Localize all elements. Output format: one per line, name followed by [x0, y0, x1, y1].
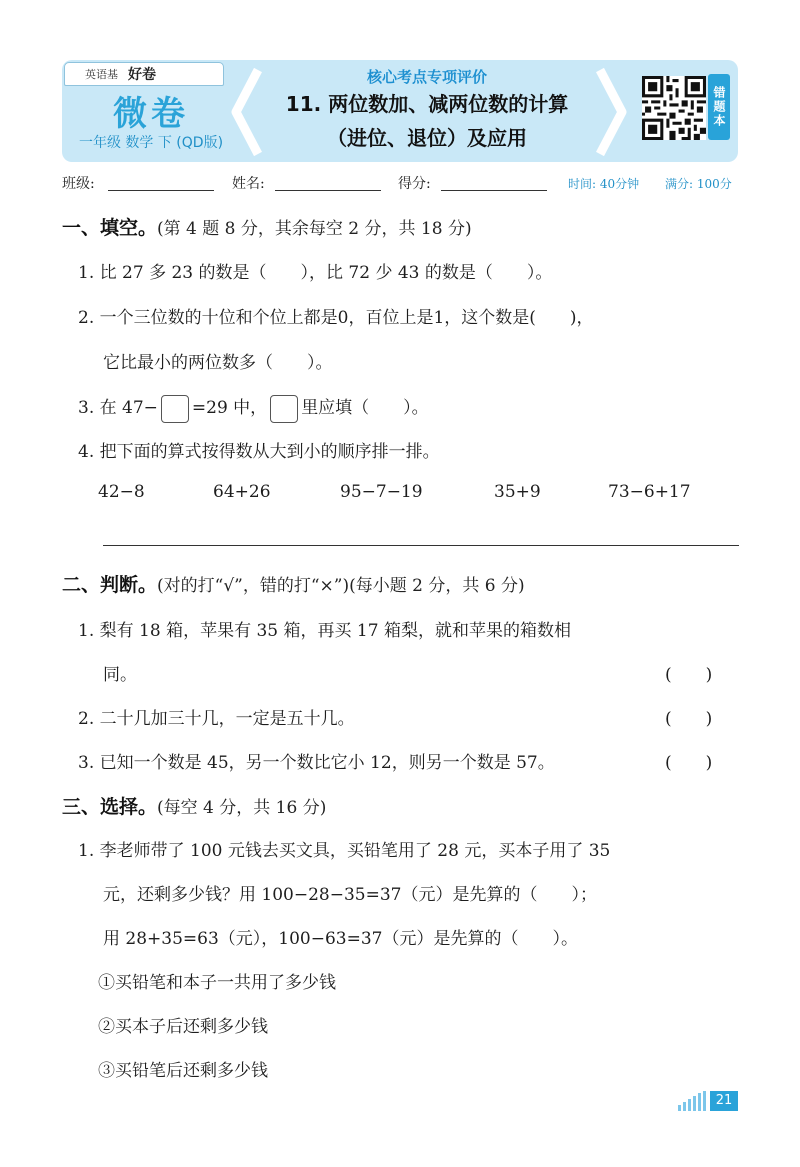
- expression-1: 42−8: [98, 482, 145, 502]
- question-2-1: 1. 梨有 18 箱，苹果有 35 箱，再买 17 箱梨，就和苹果的箱数相: [78, 621, 571, 641]
- page-bars-icon: [678, 1091, 708, 1111]
- question-2-3: 3. 已知一个数是 45，另一个数比它小 12，则另一个数是 57。: [78, 753, 555, 773]
- score-field[interactable]: [441, 190, 547, 191]
- page-title: 11. 两位数加、减两位数的计算: [285, 92, 569, 116]
- name-field[interactable]: [275, 190, 381, 191]
- name-label: 姓名:: [232, 176, 265, 192]
- time-limit: 时间: 40分钟: [568, 177, 640, 191]
- answer-box[interactable]: [161, 395, 189, 423]
- section-3-note: (每空 4 分，共 16 分): [157, 798, 327, 818]
- brand-name: 好卷: [128, 67, 156, 83]
- right-chevron-icon: [596, 66, 630, 158]
- answer-box-reference: [270, 395, 298, 423]
- option-1: ①买铅笔和本子一共用了多少钱: [98, 973, 336, 993]
- section-2-title: 二、判断。: [62, 574, 158, 596]
- page-subtitle: （进位、退位）及应用: [327, 126, 527, 150]
- question-2-1-cont: 同。: [103, 665, 137, 685]
- page-number: 21: [710, 1091, 738, 1111]
- question-3-1: 1. 李老师带了 100 元钱去买文具，买铅笔用了 28 元，买本子用了 35: [78, 841, 611, 861]
- full-score: 满分: 100分: [665, 177, 732, 191]
- expression-4: 35+9: [494, 482, 541, 502]
- series-title: 微卷: [113, 94, 189, 134]
- expression-5: 73−6+17: [608, 482, 691, 502]
- question-1-3-start: 3. 在 47−: [78, 398, 158, 418]
- section-2-note: (对的打“√”，错的打“×”)(每小题 2 分，共 6 分): [157, 576, 525, 596]
- question-1-3-middle: =29 中，: [191, 398, 268, 418]
- subject-title: 核心考点专项评价: [366, 68, 487, 86]
- qr-code-icon[interactable]: [642, 76, 706, 140]
- grade-label: 一年级 数学 下 (QD版): [78, 135, 224, 151]
- expression-3: 95−7−19: [340, 482, 423, 502]
- publisher-logo: [64, 62, 224, 86]
- mistake-book-tag[interactable]: 错题本: [708, 74, 730, 140]
- question-1-3: [78, 393, 429, 423]
- question-3-1-cont2: 用 28+35=63（元），100−63=37（元）是先算的（ ）。: [103, 929, 578, 949]
- section-3-header: [62, 792, 326, 819]
- question-1-4: 4. 把下面的算式按得数从大到小的顺序排一排。: [78, 442, 440, 462]
- publisher-name: 英语基: [85, 68, 118, 81]
- option-2: ②买本子后还剩多少钱: [98, 1017, 268, 1037]
- question-3-1-cont: 元，还剩多少钱？用 100−28−35=37（元）是先算的（ ）；: [103, 885, 597, 905]
- question-1-2: 2. 一个三位数的十位和个位上都是0，百位上是1，这个数是( )，: [78, 308, 594, 328]
- left-chevron-icon: [228, 66, 262, 158]
- answer-paren-2-2[interactable]: ( ): [665, 709, 713, 729]
- answer-paren-2-3[interactable]: ( ): [665, 753, 713, 773]
- class-label: 班级:: [62, 176, 95, 192]
- section-1-title: 一、填空。: [62, 217, 158, 239]
- section-3-title: 三、选择。: [62, 796, 158, 818]
- expression-2: 64+26: [213, 482, 271, 502]
- question-1-2-cont: 它比最小的两位数多（ ）。: [103, 353, 333, 373]
- answer-line[interactable]: [103, 545, 739, 546]
- section-2-header: [62, 570, 525, 597]
- section-1-note: (第 4 题 8 分，其余每空 2 分，共 18 分): [157, 219, 472, 239]
- question-2-2: 2. 二十几加三十几，一定是五十几。: [78, 709, 355, 729]
- question-1-3-end: 里应填（ ）。: [301, 398, 429, 418]
- option-3: ③买铅笔后还剩多少钱: [98, 1061, 268, 1081]
- class-field[interactable]: [108, 190, 214, 191]
- section-1-header: [62, 213, 472, 240]
- answer-paren-2-1[interactable]: ( ): [665, 665, 713, 685]
- question-1-1: 1. 比 27 多 23 的数是（ ），比 72 少 43 的数是（ ）。: [78, 263, 553, 283]
- score-label: 得分:: [398, 176, 431, 192]
